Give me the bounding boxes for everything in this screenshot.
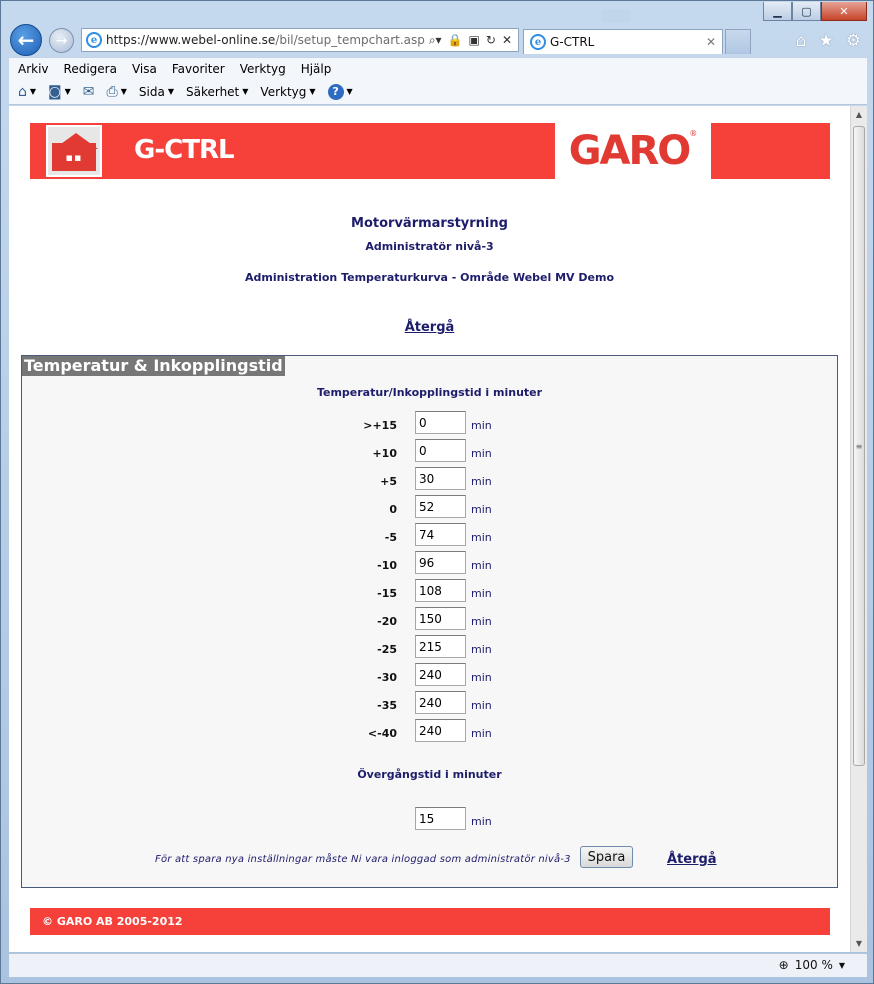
command-bar — [9, 79, 867, 105]
temperature-row — [22, 719, 837, 743]
compatibility-icon[interactable]: ▣ — [468, 32, 480, 47]
home-icon[interactable]: ⌂ — [795, 31, 807, 51]
vertical-scrollbar[interactable] — [850, 106, 867, 952]
scroll-down-icon[interactable]: ▼ — [855, 939, 863, 948]
minutes-input[interactable] — [415, 467, 466, 490]
minutes-input[interactable] — [415, 439, 466, 462]
temperature-row — [22, 607, 837, 631]
ie-logo-icon: e — [86, 32, 102, 48]
unit-label: min — [471, 559, 492, 572]
temperature-label: >+15 — [363, 419, 397, 432]
minutes-input[interactable] — [415, 663, 466, 686]
unit-label: min — [471, 727, 492, 740]
chevron-down-icon: ▼ — [167, 87, 174, 96]
panel-title: Temperatur & Inkopplingstid — [24, 356, 283, 375]
zoom-control[interactable] — [779, 958, 845, 972]
unit-label: min — [471, 699, 492, 712]
header-banner — [30, 123, 830, 179]
back-link-top[interactable]: Återgå — [404, 320, 455, 335]
back-button[interactable] — [10, 24, 42, 56]
tab-title: G-CTRL — [550, 35, 595, 49]
minimize-button[interactable]: ▁ — [763, 2, 792, 21]
footer-bar — [30, 908, 830, 935]
zoom-icon: ⊕ — [778, 958, 789, 972]
save-button[interactable]: Spara — [580, 846, 633, 868]
temperature-label: -35 — [377, 699, 397, 712]
transition-time-input[interactable] — [415, 807, 466, 830]
address-bar[interactable] — [81, 28, 519, 52]
safety-menu[interactable]: Säkerhet ▼ — [185, 84, 249, 99]
forward-arrow-icon: → — [55, 32, 68, 49]
browser-tools — [796, 31, 861, 51]
minutes-input[interactable] — [415, 551, 466, 574]
address-tools — [429, 33, 518, 48]
temperature-label: +5 — [380, 475, 397, 488]
menu-visa[interactable]: Visa — [131, 61, 157, 76]
zoom-level: 100 % — [794, 958, 833, 972]
chevron-down-icon: ▼ — [346, 87, 353, 96]
print-command[interactable] — [107, 84, 127, 100]
window-controls — [763, 2, 867, 21]
chevron-down-icon: ▼ — [838, 960, 845, 970]
unit-label: min — [471, 447, 492, 460]
temperature-label: -30 — [377, 671, 397, 684]
maximize-button[interactable]: ▢ — [792, 2, 821, 21]
back-link-bottom[interactable]: Återgå — [667, 852, 717, 867]
page-content — [9, 106, 850, 952]
tab-gctrl[interactable] — [523, 29, 723, 54]
temperature-row — [22, 663, 837, 687]
unit-label: min — [471, 475, 492, 488]
panel-subtitle: Temperatur/Inkopplingstid i minuter — [316, 386, 543, 399]
temperature-row — [22, 439, 837, 463]
tools-menu[interactable]: Verktyg ▼ — [260, 84, 316, 99]
chevron-down-icon: ▼ — [242, 87, 249, 96]
transition-row — [22, 807, 837, 831]
new-tab-button[interactable] — [725, 29, 751, 54]
home-command-icon: ⌂ — [18, 83, 27, 100]
tab-ie-icon: e — [530, 34, 546, 50]
tab-close-icon[interactable]: ✕ — [705, 35, 716, 49]
help-icon: ? — [328, 84, 344, 100]
temperature-panel — [21, 355, 838, 888]
cars-icon: ▪▪ — [52, 143, 96, 171]
unit-label: min — [471, 587, 492, 600]
temperature-row — [22, 495, 837, 519]
home-command[interactable] — [18, 84, 36, 100]
menu-favoriter[interactable]: Favoriter — [171, 61, 225, 76]
url-text[interactable]: https://www.webel-online.se/bil/setup_tempchart.asp — [106, 33, 425, 47]
temperature-label: -10 — [377, 559, 397, 572]
temperature-label: -5 — [384, 531, 397, 544]
status-bar — [9, 953, 867, 977]
menu-hjalp[interactable]: Hjälp — [300, 61, 332, 76]
unit-label: min — [471, 643, 492, 656]
menu-arkiv[interactable]: Arkiv — [18, 61, 49, 76]
minutes-input[interactable] — [415, 411, 466, 434]
unit-label: min — [471, 531, 492, 544]
navigation-bar — [1, 23, 874, 57]
temperature-row — [22, 635, 837, 659]
close-window-button[interactable]: ✕ — [821, 2, 867, 21]
minutes-input[interactable] — [415, 635, 466, 658]
temperature-row — [22, 551, 837, 575]
copyright: © GARO AB 2005-2012 — [42, 915, 183, 928]
minutes-input[interactable] — [415, 495, 466, 518]
minutes-input[interactable] — [415, 523, 466, 546]
minutes-input[interactable] — [415, 691, 466, 714]
back-arrow-icon: ← — [17, 28, 35, 52]
menu-verktyg[interactable]: Verktyg — [239, 61, 286, 76]
temperature-label: -25 — [377, 643, 397, 656]
unit-label: min — [471, 671, 492, 684]
admin-note: För att spara nya inställningar måste Ni vara inloggad som administratör nivå-3 — [155, 854, 571, 865]
garo-logo-box — [555, 123, 711, 179]
page-viewport — [9, 106, 867, 952]
page-title: Motorvärmarstyrning — [351, 216, 508, 231]
refresh-icon[interactable]: ↻ — [485, 32, 496, 47]
transition-label: Övergångstid i minuter — [357, 768, 502, 781]
chevron-down-icon: ▼ — [120, 87, 127, 96]
temperature-row — [22, 579, 837, 603]
registered-mark-icon: ® — [689, 129, 698, 138]
minutes-input[interactable] — [415, 719, 466, 742]
menu-redigera[interactable]: Redigera — [63, 61, 117, 76]
chevron-down-icon: ▼ — [309, 87, 316, 96]
rss-feed-icon: ◙ — [48, 83, 62, 100]
temperature-row — [22, 467, 837, 491]
admin-level: Administratör nivå-3 — [365, 240, 494, 253]
scroll-up-icon[interactable]: ▲ — [855, 110, 863, 119]
temperature-label: +10 — [372, 447, 397, 460]
temperature-label: <-40 — [367, 727, 397, 740]
unit-label: min — [471, 503, 492, 516]
favorites-star-icon[interactable]: ★ — [818, 31, 834, 51]
temperature-label: -15 — [377, 587, 397, 600]
minutes-input[interactable] — [415, 607, 466, 630]
chevron-down-icon: ▼ — [29, 87, 37, 96]
help-menu[interactable] — [328, 84, 353, 100]
unit-label: min — [471, 419, 492, 432]
temperature-label: -20 — [377, 615, 397, 628]
temperature-row — [22, 691, 837, 715]
unit-label: min — [471, 815, 492, 828]
mail-command[interactable] — [83, 84, 95, 100]
garage-logo — [46, 125, 102, 177]
mail-icon: ✉ — [82, 83, 95, 100]
scroll-thumb[interactable]: ≡ — [853, 126, 865, 766]
chevron-down-icon: ▼ — [64, 87, 71, 96]
printer-icon: ⎙ — [106, 83, 118, 100]
garo-logo: GARO — [568, 128, 690, 174]
stop-icon[interactable]: ✕ — [501, 32, 512, 47]
gear-icon[interactable]: ⚙ — [845, 31, 861, 51]
temperature-label: 0 — [389, 503, 397, 516]
search-icon[interactable]: ⌕▾ — [428, 32, 442, 47]
forward-button[interactable] — [49, 28, 74, 53]
admin-area-line: Administration Temperaturkurva - Område Webel MV Demo — [244, 271, 615, 284]
lock-icon[interactable]: 🔒 — [447, 32, 463, 47]
temperature-row — [22, 523, 837, 547]
minutes-input[interactable] — [415, 579, 466, 602]
temperature-row — [22, 411, 837, 435]
gctrl-logo: G-CTRL — [134, 135, 234, 165]
unit-label: min — [471, 615, 492, 628]
page-menu[interactable]: Sida ▼ — [138, 84, 174, 99]
menu-bar — [9, 57, 867, 79]
feeds-command[interactable] — [48, 84, 71, 100]
